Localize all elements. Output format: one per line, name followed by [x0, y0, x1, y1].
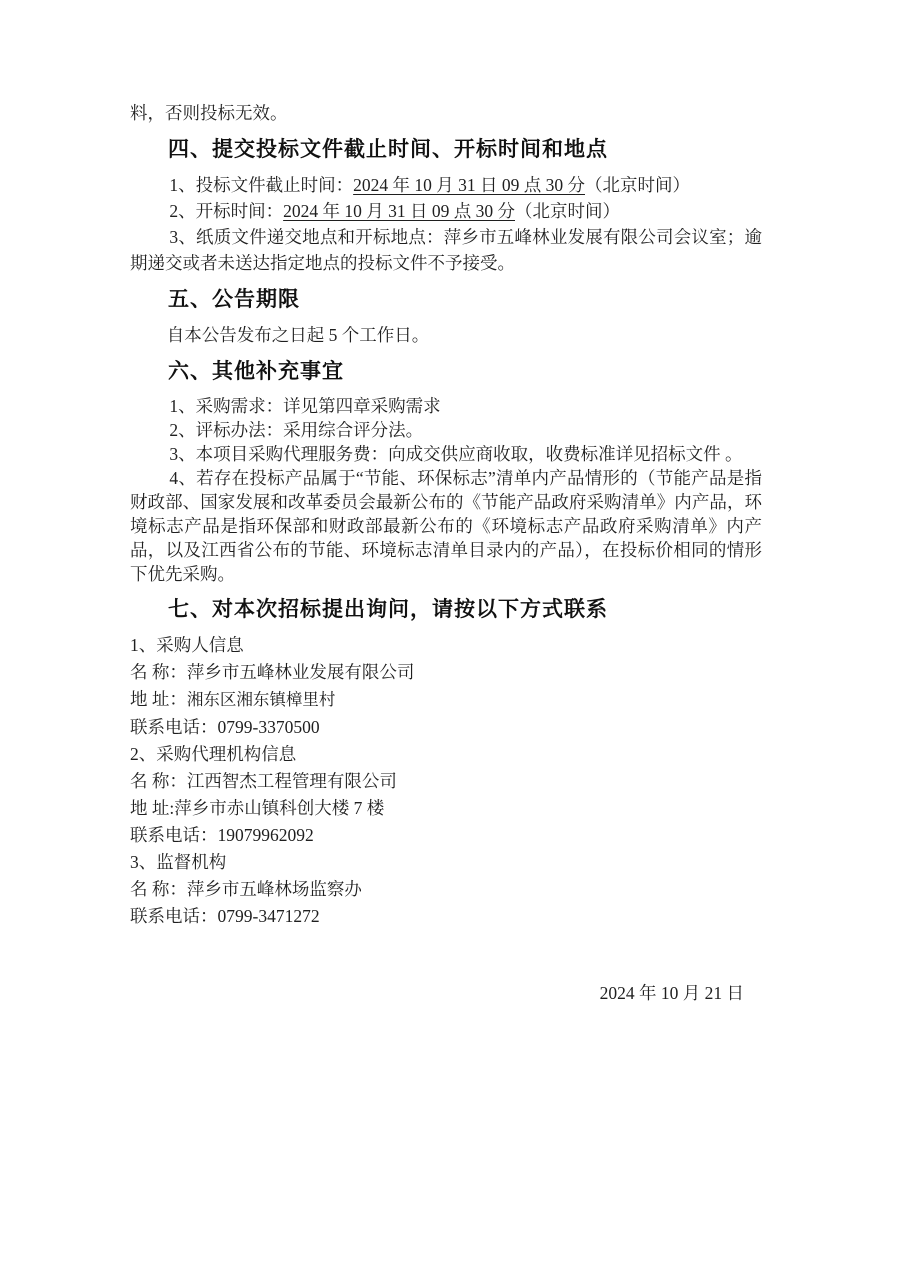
procurement-requirement-line: 1、采购需求：详见第四章采购需求 — [169, 396, 441, 416]
supervisor-phone-line — [130, 903, 762, 930]
purchaser-phone: 0799-3370500 — [217, 717, 320, 737]
supervisor-name: 萍乡市五峰林场监察办 — [186, 879, 362, 899]
bid-opening-label: 2、开标时间： — [169, 201, 284, 221]
bid-deadline-datetime: 2024 年 10 月 31 日 09 点 30 分 — [353, 175, 585, 195]
address-label: 地 址： — [130, 689, 187, 709]
address-label: 地 址: — [130, 798, 175, 818]
bid-opening-timezone: （北京时间） — [515, 201, 620, 221]
bid-opening-line — [130, 198, 762, 224]
agency-name-line — [130, 768, 762, 795]
evaluation-method-line: 2、评标办法：采用综合评分法。 — [169, 420, 424, 440]
contact-list — [130, 632, 762, 930]
delivery-location-line: 3、纸质文件递交地点和开标地点：萍乡市五峰林业发展有限公司会议室；逾期递交或者未送达指定地点的投标文件不予接受。 — [130, 227, 762, 273]
purchaser-address-line — [130, 686, 762, 714]
agency-name: 江西智杰工程管理有限公司 — [186, 771, 397, 791]
bid-deadline-timezone: （北京时间） — [585, 175, 690, 195]
supervisor-name-line — [130, 876, 762, 903]
section6-heading: 六、其他补充事宜 — [168, 359, 344, 383]
name-label: 名 称： — [130, 662, 187, 682]
agency-address: 萍乡市赤山镇科创大楼 7 楼 — [174, 798, 385, 818]
bid-deadline-label: 1、投标文件截止时间： — [169, 175, 354, 195]
agency-fee-line: 3、本项目采购代理服务费：向成交供应商收取，收费标准详见招标文件 。 — [169, 444, 743, 464]
section5-heading: 五、公告期限 — [168, 287, 300, 311]
section7-heading: 七、对本次招标提出询问，请按以下方式联系 — [168, 597, 608, 621]
section4-heading: 四、提交投标文件截止时间、开标时间和地点 — [168, 137, 608, 161]
phone-label: 联系电话： — [130, 825, 218, 845]
phone-label: 联系电话： — [130, 906, 218, 926]
supervisor-phone: 0799-3471272 — [217, 906, 320, 926]
announcement-period-line: 自本公告发布之日起 5 个工作日。 — [166, 325, 430, 345]
name-label: 名 称： — [130, 771, 187, 791]
purchaser-phone-line — [130, 714, 762, 741]
agency-phone-line — [130, 822, 762, 849]
bid-deadline-line — [130, 172, 762, 198]
purchaser-group-title: 1、采购人信息 — [130, 635, 244, 655]
carryover-line: 料，否则投标无效。 — [130, 103, 288, 123]
agency-address-line — [130, 795, 762, 822]
agency-phone: 19079962092 — [217, 825, 314, 845]
green-products-line: 4、若存在投标产品属于“节能、环保标志”清单内产品情形的（节能产品是指财政部、国家发展和改革委员会最新公布的《节能产品政府采购清单》内产品，环境标志产品是指环保部和财政部最新公布的《环境标志产品政府采购清单》内产品，以及江西省公布的节能、环境标志清单目录内的产品），在投标价相同的情形下优先采购。 — [130, 468, 762, 584]
supervisor-group-title: 3、监督机构 — [130, 852, 227, 872]
purchaser-name-line — [130, 659, 762, 686]
purchaser-name: 萍乡市五峰林业发展有限公司 — [186, 662, 415, 682]
agency-group-title: 2、采购代理机构信息 — [130, 744, 297, 764]
phone-label: 联系电话： — [130, 717, 218, 737]
name-label: 名 称： — [130, 879, 187, 899]
purchaser-address: 湘东区湘东镇樟里村 — [186, 691, 336, 709]
announcement-date: 2024 年 10 月 21 日 — [599, 983, 744, 1003]
bid-opening-datetime: 2024 年 10 月 31 日 09 点 30 分 — [283, 201, 515, 221]
